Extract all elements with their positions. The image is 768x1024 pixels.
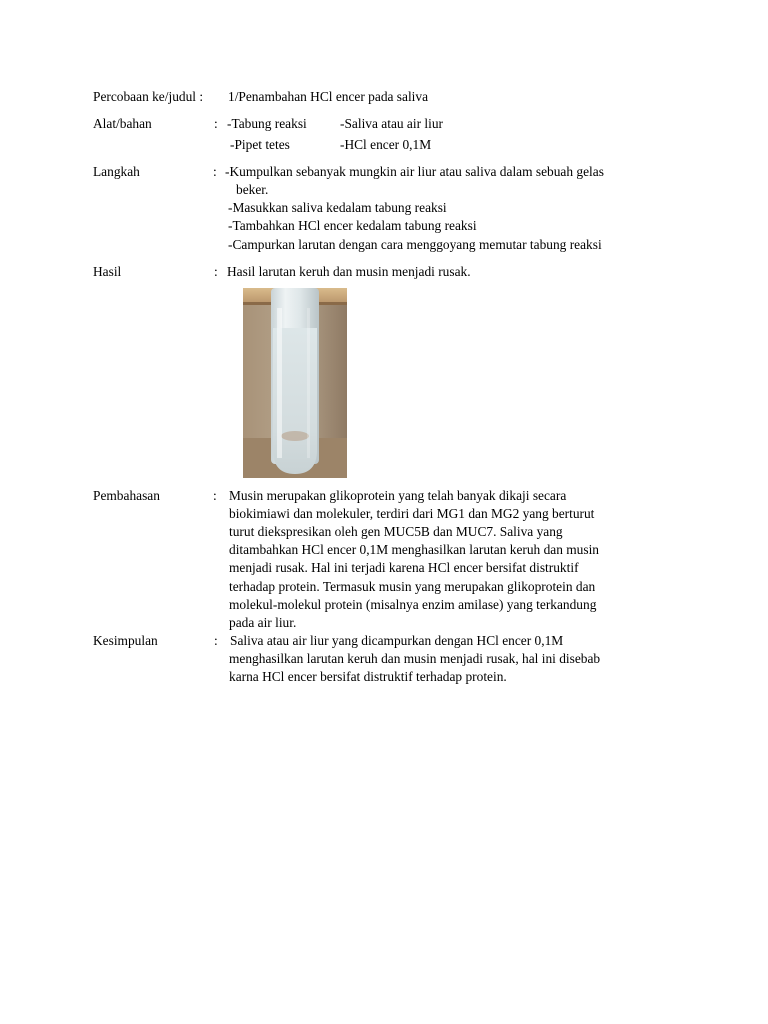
kesimpulan-colon: :: [214, 633, 218, 648]
pembahasan-line: ditambahkan HCl encer 0,1M menghasilkan larutan keruh dan musin: [229, 542, 600, 557]
judul-value: 1/Penambahan HCl encer pada saliva: [228, 89, 429, 104]
langkah-line: -Masukkan saliva kedalam tabung reaksi: [228, 200, 447, 215]
hasil-label: Hasil: [93, 264, 122, 279]
test-tube-photo: [243, 288, 347, 478]
pembahasan-line: molekul-molekul protein (misalnya enzim amilase) yang terkandung: [229, 597, 597, 612]
langkah-colon: :: [213, 164, 217, 179]
kesimpulan-line: Saliva atau air liur yang dicampurkan dengan HCl encer 0,1M: [230, 633, 564, 648]
alat-item: -Tabung reaksi: [227, 116, 307, 131]
alat-label: Alat/bahan: [93, 116, 152, 131]
kesimpulan-line: menghasilkan larutan keruh dan musin menjadi rusak, hal ini disebab: [229, 651, 601, 666]
langkah-line: beker.: [236, 182, 269, 197]
hasil-colon: :: [214, 264, 218, 279]
langkah-line: -Tambahkan HCl encer kedalam tabung reaksi: [228, 218, 477, 233]
pembahasan-line: Musin merupakan glikoprotein yang telah banyak dikaji secara: [229, 488, 567, 503]
hasil-value: Hasil larutan keruh dan musin menjadi rusak.: [227, 264, 471, 279]
judul-label: Percobaan ke/judul :: [93, 89, 204, 104]
langkah-label: Langkah: [93, 164, 140, 179]
alat-item: -HCl encer 0,1M: [340, 137, 432, 152]
alat-item: -Saliva atau air liur: [340, 116, 443, 131]
kesimpulan-label: Kesimpulan: [93, 633, 158, 648]
pembahasan-line: biokimiawi dan molekuler, terdiri dari MG1 dan MG2 yang berturut: [229, 506, 595, 521]
pembahasan-line: menjadi rusak. Hal ini terjadi karena HCl encer bersifat distruktif: [229, 560, 579, 575]
langkah-line: -Campurkan larutan dengan cara menggoyang memutar tabung reaksi: [228, 237, 602, 252]
kesimpulan-line: karna HCl encer bersifat distruktif terhadap protein.: [229, 669, 507, 684]
langkah-line: -Kumpulkan sebanyak mungkin air liur atau saliva dalam sebuah gelas: [225, 164, 604, 179]
pembahasan-line: turut diekspresikan oleh gen MUC5B dan MUC7. Saliva yang: [229, 524, 563, 539]
pembahasan-line: terhadap protein. Termasuk musin yang merupakan glikoprotein dan: [229, 579, 596, 594]
alat-item: -Pipet tetes: [230, 137, 290, 152]
pembahasan-label: Pembahasan: [93, 488, 160, 503]
pembahasan-colon: :: [213, 488, 217, 503]
alat-colon: :: [214, 116, 218, 131]
pembahasan-line: pada air liur.: [229, 615, 297, 630]
